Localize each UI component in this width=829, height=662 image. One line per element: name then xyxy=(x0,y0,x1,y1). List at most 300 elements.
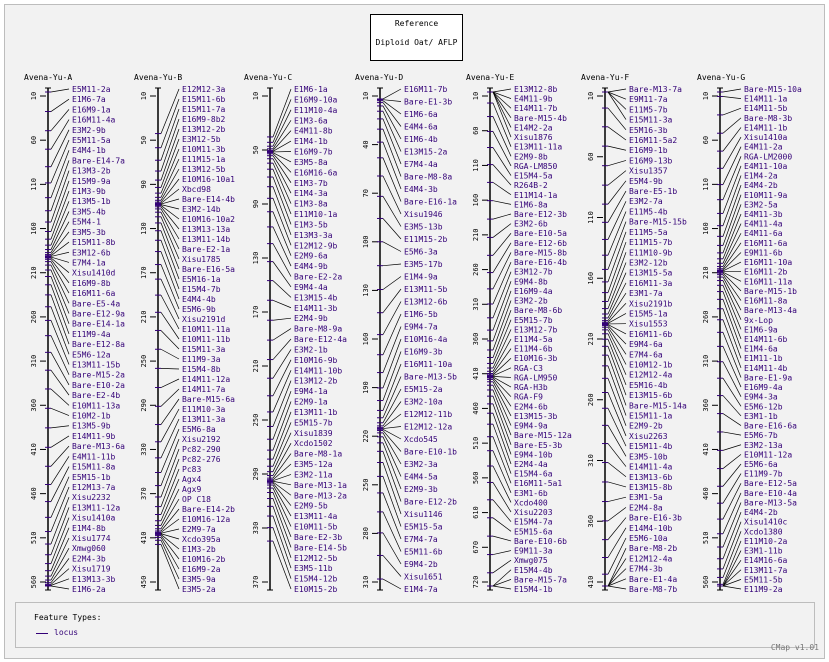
axis-tick-label: 510 xyxy=(30,531,38,545)
axis-tick-label: 410 xyxy=(702,443,710,456)
feature-connector xyxy=(273,300,291,307)
feature-label: E16M9-1a xyxy=(72,105,111,115)
feature-label: E2M9-1a xyxy=(294,397,328,407)
feature-label: E15M11-7a xyxy=(182,105,226,114)
feature-connector xyxy=(493,201,511,205)
feature-connector xyxy=(273,402,291,451)
feature-connector xyxy=(273,89,291,137)
feature-label: E1M6-6a xyxy=(404,110,438,119)
feature-label: E9M4-4a xyxy=(294,282,328,292)
feature-label: E16M9-4a xyxy=(514,286,553,296)
feature-connector xyxy=(608,444,626,467)
feature-connector xyxy=(383,414,401,428)
feature-connector xyxy=(723,176,741,226)
feature-label: E3M12-5b xyxy=(182,135,221,144)
feature-connector xyxy=(273,541,291,589)
feature-connector xyxy=(723,454,741,468)
axis-tick-label: 210 xyxy=(702,266,710,280)
axis-tick-label: 10 xyxy=(252,91,260,101)
feature-label: Bare-E14-5b xyxy=(294,543,347,553)
axis-tick-label: 160 xyxy=(30,222,38,235)
feature-label: Bare-E12-2b xyxy=(404,497,457,507)
feature-label: Xisu1651 xyxy=(404,572,443,582)
feature-label: E5M6-3a xyxy=(404,247,438,257)
feature-label: E3M5-4b xyxy=(72,207,106,217)
feature-label: E4M11-6a xyxy=(744,229,783,239)
feature-label: E1M3-5b xyxy=(294,220,328,230)
feature-label: E12M12-11b xyxy=(404,410,453,419)
feature-label: E14M11-12a xyxy=(182,375,231,384)
feature-connector xyxy=(383,352,401,401)
feature-label: E2M9-6a xyxy=(294,251,328,261)
axis-tick-label: 160 xyxy=(702,222,710,235)
feature-label: E2M4-3b xyxy=(72,554,106,564)
feature-label: E4M11-4a xyxy=(744,219,783,229)
feature-label: E13M5-9b xyxy=(72,421,111,431)
feature-label: E3M12-7b xyxy=(514,267,553,277)
feature-connector xyxy=(493,570,511,586)
feature-label: E13M15-6b xyxy=(629,391,673,401)
feature-label: Bare-E16-6a xyxy=(744,421,797,431)
feature-connector xyxy=(51,507,69,554)
feature-label: E16M11-6a xyxy=(72,289,116,299)
axis-tick-label: 250 xyxy=(252,413,260,427)
axis-tick-label: 210 xyxy=(252,359,260,373)
feature-label: Xcdo395a xyxy=(182,535,221,544)
feature-label: E10M16-12a xyxy=(182,515,231,524)
feature-label: E13M11-11a xyxy=(514,142,563,152)
axis-tick-label: 260 xyxy=(30,310,38,324)
feature-connector xyxy=(493,560,511,573)
feature-label: E15M11-3a xyxy=(182,345,226,354)
map-title: Avena-Yu-F xyxy=(581,73,630,82)
axis-tick-label: 260 xyxy=(472,263,480,276)
feature-label: E3M2-5a xyxy=(744,200,778,210)
feature-label: RGA-LM2000 xyxy=(744,152,793,162)
feature-label: E11M15-1a xyxy=(182,155,226,164)
feature-label: E10M16-10a1 xyxy=(182,175,235,184)
feature-label: E2M9-7a xyxy=(182,525,216,534)
feature-label: E11M9-2a xyxy=(744,585,783,594)
feature-label: E15M5-1a xyxy=(629,309,668,319)
feature-label: E5M11-6b xyxy=(404,547,443,557)
axis-tick-label: 190 xyxy=(362,381,370,394)
feature-label: E5M11-5b xyxy=(744,575,783,585)
feature-label: E15M4-12b xyxy=(294,574,338,584)
feature-connector xyxy=(493,579,511,586)
legend-locus-label: locus xyxy=(54,628,79,637)
feature-connector xyxy=(723,320,741,368)
feature-label: Xisu1946 xyxy=(404,210,443,219)
feature-label: E4M11-11b xyxy=(72,452,116,462)
feature-connector xyxy=(723,531,741,577)
feature-label: E13M12-6b xyxy=(404,297,448,307)
map-column-1 xyxy=(24,73,125,594)
feature-connector xyxy=(383,129,401,176)
feature-connector xyxy=(383,302,401,335)
feature-label: E15M11-1a xyxy=(629,411,673,421)
feature-label: E3M2-3a xyxy=(404,460,438,469)
feature-connector xyxy=(273,485,291,516)
feature-label: E16M11-7b xyxy=(404,85,448,94)
feature-label: E10M11-12a xyxy=(744,450,793,460)
feature-label: RGA-LM850 xyxy=(514,161,558,171)
feature-label: E13M3-3a xyxy=(294,230,333,240)
version-label: CMap v1.01 xyxy=(770,643,819,652)
feature-label: Pc82-276 xyxy=(182,455,221,464)
feature-connector xyxy=(51,408,69,415)
feature-label: Bare-M15-7a xyxy=(514,575,567,585)
feature-label: E1M6-8a xyxy=(514,200,548,210)
feature-label: Bare-M8-2b xyxy=(629,544,678,554)
feature-label: E13M5-1b xyxy=(72,197,111,207)
feature-label: E4M11-10a xyxy=(744,161,788,171)
map-title: Avena-Yu-D xyxy=(355,73,404,82)
feature-label: E14M4-10b xyxy=(629,523,673,533)
feature-label: E3M2-2b xyxy=(514,296,548,306)
feature-label: E3M5-9a xyxy=(182,575,216,584)
feature-label: E13M15-3b xyxy=(514,411,558,421)
feature-label: E16M9-8b xyxy=(72,278,111,288)
feature-connector xyxy=(608,92,626,109)
feature-connector xyxy=(723,332,741,377)
feature-label: E15M11-4b xyxy=(629,442,673,452)
feature-label: E10M2-1b xyxy=(72,411,111,421)
feature-label: Bare-M15-8b xyxy=(514,248,567,258)
feature-label: E16M16-6a xyxy=(294,168,338,178)
axis-tick-label: 560 xyxy=(702,575,710,589)
feature-label: E3M2-11a xyxy=(294,470,333,480)
feature-connector xyxy=(51,89,69,92)
axis-tick-label: 160 xyxy=(472,193,480,207)
axis-tick-label: 110 xyxy=(587,211,595,224)
feature-connector xyxy=(723,414,741,426)
feature-label: E13M12-8b xyxy=(514,85,558,94)
axis-tick-label: 60 xyxy=(587,152,595,161)
feature-label: E3M2-1b xyxy=(294,345,328,355)
feature-label: E3M2-10a xyxy=(404,397,443,407)
axis-tick-label: 60 xyxy=(472,126,480,135)
feature-connector xyxy=(493,233,511,255)
feature-connector xyxy=(608,548,626,586)
feature-connector xyxy=(383,89,401,99)
feature-label: E4M4-2b xyxy=(744,508,778,518)
feature-label: E5M15-7b xyxy=(294,418,333,428)
feature-label: E15M11-8a xyxy=(72,462,116,472)
feature-connector xyxy=(51,497,69,544)
axis-tick-label: 310 xyxy=(472,297,480,311)
axis-tick-label: 60 xyxy=(702,135,710,145)
feature-connector xyxy=(273,141,291,151)
feature-connector xyxy=(723,445,741,451)
feature-label: E2M4-4a xyxy=(514,460,548,469)
feature-label: E14M11-6b xyxy=(744,335,788,344)
feature-connector xyxy=(161,149,179,193)
feature-label: Bare-E16-1a xyxy=(404,197,457,207)
axis-tick-label: 10 xyxy=(472,91,480,101)
feature-label: E4M11-2a xyxy=(744,142,783,152)
feature-label: E15M9-9a xyxy=(72,176,111,186)
feature-label: E14M11-1a xyxy=(744,94,788,104)
feature-connector xyxy=(161,240,179,289)
feature-label: E3M12-6b xyxy=(72,248,111,258)
feature-label: Bare-E2-1a xyxy=(182,245,231,254)
feature-label: Bare-E16-4b xyxy=(514,258,567,268)
feature-label: E2M4-9b xyxy=(294,314,328,324)
feature-label: E13M11-14b xyxy=(182,235,231,244)
feature-label: Bare-M8-9a xyxy=(294,324,343,334)
feature-label: E16M9-2a xyxy=(182,565,221,574)
axis-tick-label: 670 xyxy=(472,540,480,554)
feature-label: Xisu1410a xyxy=(744,133,788,143)
feature-label: Bare-E5-4a xyxy=(72,299,121,309)
feature-connector xyxy=(383,427,401,429)
feature-label: Xisu2232 xyxy=(72,493,111,503)
feature-label: E10M12-1b xyxy=(629,360,673,370)
axis-tick-label: 130 xyxy=(362,284,370,297)
axis-tick-label: 50 xyxy=(252,145,260,155)
feature-label: E1M11-1b xyxy=(744,354,783,364)
feature-label: E10M11-3b xyxy=(182,145,226,154)
reference-subtitle: Diploid Oat/ AFLP xyxy=(375,38,458,47)
feature-connector xyxy=(161,544,179,589)
feature-label: Bare-E2-2a xyxy=(294,272,343,282)
feature-label: E7M4-7a xyxy=(404,535,438,544)
feature-label: E10M11-11b xyxy=(182,335,231,344)
feature-label: Xisu2191b xyxy=(629,299,673,309)
feature-connector xyxy=(161,379,179,388)
feature-label: E9M4-1a xyxy=(294,387,328,397)
feature-label: E1M4-7a xyxy=(404,585,438,594)
feature-connector xyxy=(493,536,511,541)
feature-connector xyxy=(723,432,741,435)
feature-connector xyxy=(51,99,69,111)
feature-label: E12M12-4a xyxy=(629,554,673,564)
axis-tick-label: 110 xyxy=(472,159,480,172)
feature-label: E14M11-1b xyxy=(744,123,788,133)
axis-tick-label: 260 xyxy=(587,393,595,407)
feature-label: E3M1-6b xyxy=(514,488,548,498)
axis-tick-label: 60 xyxy=(30,135,38,145)
feature-label: Xisu2263 xyxy=(629,431,668,441)
axis-tick-label: 160 xyxy=(587,271,595,285)
feature-connector xyxy=(383,119,401,164)
legend-title: Feature Types: xyxy=(34,613,102,622)
feature-label: Bare-E12-9a xyxy=(72,309,125,319)
feature-label: E10M16-10a2 xyxy=(182,215,235,224)
feature-label: E16M11-3a xyxy=(629,278,673,288)
axis-tick-label: 360 xyxy=(702,398,710,412)
feature-label: E9M11-6b xyxy=(744,248,783,258)
feature-connector xyxy=(51,426,69,428)
feature-label: Bare-E1-4a xyxy=(629,574,678,584)
feature-label: Bare-M15-15b xyxy=(629,217,687,227)
feature-label: E9M4-8b xyxy=(514,277,548,287)
feature-label: Bare-E16-3b xyxy=(629,513,682,523)
feature-connector xyxy=(51,109,69,130)
map-title: Avena-Yu-A xyxy=(24,73,73,82)
feature-connector xyxy=(608,569,626,586)
feature-label: E9M4-2b xyxy=(404,560,438,569)
feature-label: E14M11-9b xyxy=(72,431,116,441)
axis-tick-label: 330 xyxy=(252,521,260,535)
feature-connector xyxy=(493,377,511,387)
feature-connector xyxy=(161,449,179,497)
feature-connector xyxy=(383,555,401,576)
feature-connector xyxy=(493,437,511,484)
feature-label: Xisu2203 xyxy=(514,508,553,518)
feature-label: Bare-E5-3b xyxy=(514,440,563,450)
feature-connector xyxy=(51,150,69,197)
axis-tick-label: 130 xyxy=(140,222,148,235)
axis-tick-label: 280 xyxy=(362,527,370,540)
feature-connector xyxy=(723,275,741,301)
feature-connector xyxy=(161,205,179,209)
feature-label: E5M6-7b xyxy=(744,431,778,441)
feature-label: E16M9-1b xyxy=(629,146,668,156)
feature-connector xyxy=(493,551,511,555)
feature-connector xyxy=(608,463,626,477)
feature-label: E4M4-3b xyxy=(404,185,438,194)
feature-label: R264B-2 xyxy=(514,181,548,191)
feature-label: E1M6-2a xyxy=(72,585,106,594)
feature-label: E15M4-4b xyxy=(514,565,553,575)
feature-connector xyxy=(493,224,511,238)
feature-label: E11M10-4a xyxy=(294,105,338,115)
feature-connector xyxy=(608,586,626,589)
axis-tick-label: 360 xyxy=(30,398,38,412)
feature-connector xyxy=(723,243,741,269)
feature-label: E11M4-6b xyxy=(514,344,553,354)
feature-label: E5M15-2a xyxy=(404,385,443,394)
feature-label: E14M11-4b xyxy=(744,363,788,373)
feature-label: E5M16-4b xyxy=(629,380,668,390)
feature-label: Bare-E16-5a xyxy=(182,265,235,274)
feature-label: Xisu1839 xyxy=(294,428,333,438)
feature-label: RGA-C3 xyxy=(514,363,543,373)
feature-label: E5M6-6a xyxy=(744,460,778,469)
feature-label: Xcdo545 xyxy=(404,435,438,444)
feature-label: E14M11-3b xyxy=(294,303,338,313)
axis-tick-label: 10 xyxy=(30,91,38,101)
feature-connector xyxy=(493,500,511,522)
feature-label: E11M5-4b xyxy=(629,207,668,217)
feature-label: E16M11-4a xyxy=(72,115,116,125)
feature-label: E16M11-2b xyxy=(744,267,788,277)
feature-label: E11M5-7b xyxy=(629,105,668,115)
feature-label: E12M12-4a xyxy=(629,370,673,380)
feature-label: E13M11-15b xyxy=(72,360,121,370)
feature-label: E15M4-1b xyxy=(514,585,553,594)
feature-label: Bare-M15-12a xyxy=(514,431,572,441)
feature-label: E3M1-7a xyxy=(629,289,663,299)
feature-label: E15M4-8b xyxy=(182,365,221,374)
axis-tick-label: 720 xyxy=(472,575,480,589)
feature-label: E16M11-10a xyxy=(404,360,453,369)
feature-label: E13M11-3a xyxy=(182,415,226,424)
feature-label: Xisu1553 xyxy=(629,319,668,329)
feature-connector xyxy=(608,92,626,120)
feature-connector xyxy=(383,533,401,564)
feature-label: E11M9-7b xyxy=(744,469,783,479)
axis-tick-label: 360 xyxy=(472,332,480,346)
axis-tick-label: 460 xyxy=(472,402,480,415)
feature-label: E1M4-1b xyxy=(294,137,328,147)
feature-connector xyxy=(273,329,291,341)
map-title: Avena-Yu-C xyxy=(244,73,293,82)
feature-label: E16M11-5a1 xyxy=(514,479,563,489)
axis-tick-label: 50 xyxy=(140,135,148,145)
axis-tick-label: 210 xyxy=(30,266,38,280)
feature-connector xyxy=(161,399,179,425)
feature-connector xyxy=(383,289,401,313)
feature-label: E9M11-7a xyxy=(629,95,668,105)
feature-connector xyxy=(608,482,626,487)
feature-connector xyxy=(383,111,401,151)
feature-label: E15M11-3a xyxy=(629,115,673,125)
feature-label: Bare-M15-6a xyxy=(182,395,235,404)
axis-tick-label: 10 xyxy=(362,91,370,101)
axis-tick-label: 460 xyxy=(702,487,710,500)
feature-label: E10M11-13a xyxy=(72,401,121,411)
axis-tick-label: 250 xyxy=(362,478,370,492)
feature-connector xyxy=(51,436,69,447)
feature-connector xyxy=(493,281,511,330)
feature-label: Xmwg075 xyxy=(514,556,548,566)
feature-label: Agx9 xyxy=(182,485,202,494)
feature-connector xyxy=(161,295,179,329)
feature-label: Bare-E12-8a xyxy=(72,340,125,350)
feature-connector xyxy=(161,169,179,200)
feature-label: Pc83 xyxy=(182,465,202,474)
feature-connector xyxy=(51,222,69,253)
feature-label: Xmwg060 xyxy=(72,544,106,554)
feature-label: E3M2-13a xyxy=(744,440,783,450)
feature-label: E1M4-9a xyxy=(404,272,438,282)
feature-connector xyxy=(273,318,291,320)
feature-connector xyxy=(608,108,626,130)
feature-connector xyxy=(608,232,626,282)
feature-label: Bare-E14-4b xyxy=(182,195,235,204)
feature-connector xyxy=(608,181,626,204)
feature-label: E4M4-6a xyxy=(404,122,438,132)
feature-label: E14M16-6a xyxy=(744,556,788,566)
feature-connector xyxy=(493,329,511,368)
feature-label: Bare-E10-4a xyxy=(744,488,797,498)
map-column-5 xyxy=(466,73,572,594)
feature-connector xyxy=(493,92,511,108)
feature-label: E11M4-5a xyxy=(514,335,553,344)
feature-label: Xisu2192 xyxy=(182,435,221,444)
feature-label: E15M4-5a xyxy=(514,171,553,181)
axis-tick-label: 410 xyxy=(472,367,480,381)
feature-connector xyxy=(723,272,741,281)
legend-locus-line xyxy=(36,633,48,634)
feature-label: Bare-E2-4b xyxy=(72,391,121,401)
feature-label: Bare-E12-4a xyxy=(294,335,347,344)
feature-label: Bare-E12-3b xyxy=(514,210,567,219)
feature-label: Xbcd98 xyxy=(182,185,211,194)
feature-label: E12M12-5b xyxy=(294,553,338,563)
feature-label: E4M4-2b xyxy=(744,181,778,191)
feature-connector xyxy=(723,396,741,416)
feature-label: E9M11-3a xyxy=(514,546,553,556)
feature-label: E13M12-2b xyxy=(182,125,226,134)
feature-label: E14M11-4a xyxy=(629,462,673,472)
axis-tick-label: 130 xyxy=(252,251,260,265)
feature-label: Xisu1774 xyxy=(72,533,111,543)
feature-label: E10M11-9a xyxy=(744,190,788,200)
